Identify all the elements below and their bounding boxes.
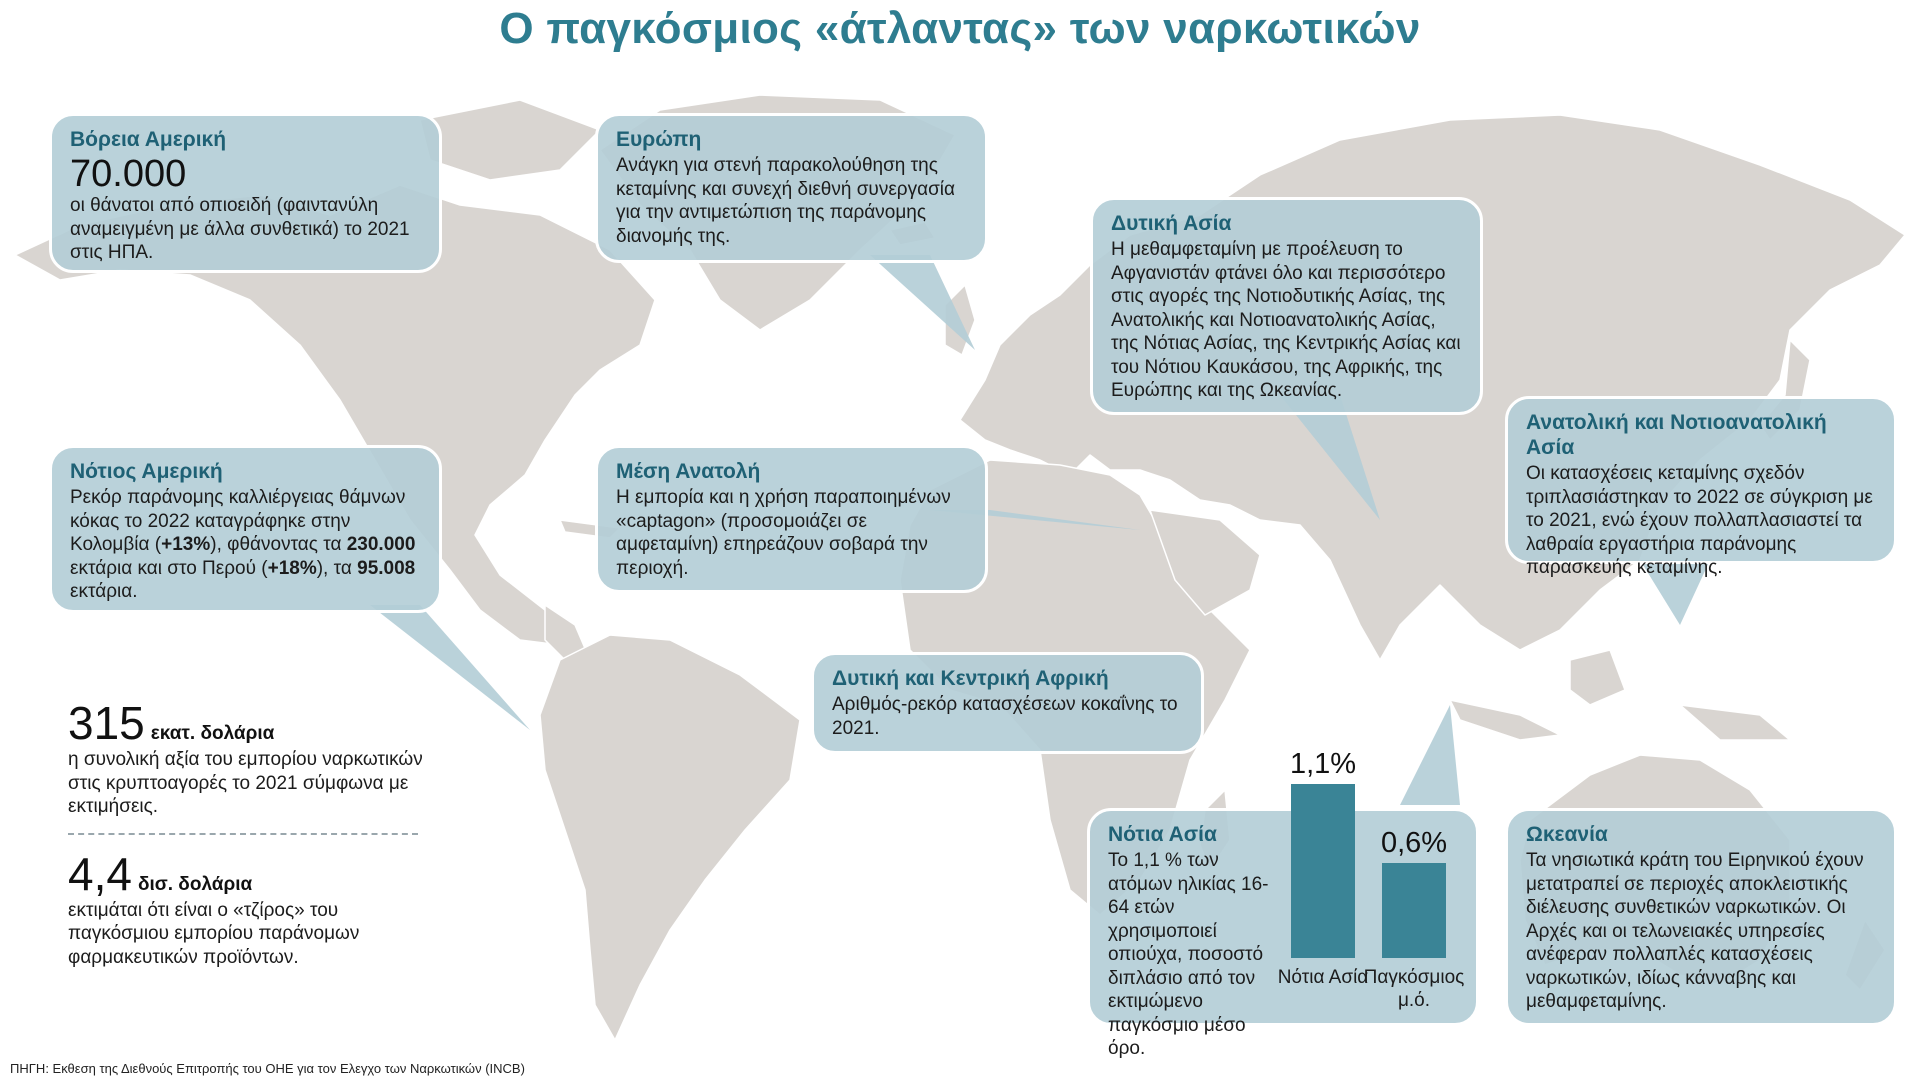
callout-heading: Ευρώπη <box>616 128 702 151</box>
crypto-figure: 315 <box>68 697 145 749</box>
bar-0 <box>1291 784 1355 958</box>
callout-text: οι θάνατοι από οπιοειδή (φαιντανύλη αναμειγμένη με άλλα συνθετικά) το 2021 στις ΗΠΑ. <box>70 195 410 263</box>
callout-text: Ανάγκη για στενή παρακολούθηση της κεταμίνης και συνεχή διεθνή συνεργασία για την αντιμετώπιση της παράνομης διανομής της. <box>616 155 956 247</box>
pharma-figure: 4,4 <box>68 847 132 900</box>
source-note: ΠΗΓΗ: Εκθεση της Διεθνούς Επιτροπής του ΟΗΕ για τον Ελεγχο των Ναρκωτικών (INCB) <box>10 1061 525 1076</box>
callout-text: Τα νησιωτικά κράτη του Ειρηνικού έχουν μετατραπεί σε περιοχές αποκλειστικής διέλευσης συνθετικών ναρκωτικών. Οι Αρχές και οι τελωνειακές υπηρεσίες ανέφεραν πολλαπλές κατασχέσεις ναρκωτικών, ιδίως κάνναβης και μεθαμφεταμίνης. <box>1526 850 1864 1012</box>
callout-europe <box>595 113 988 263</box>
tail-south-asia <box>1400 705 1460 805</box>
bar-category-label: Νότια Ασία <box>1277 967 1369 988</box>
callout-text: Ρεκόρ παράνομης καλλιέργειας θάμνων κόκας το 2022 καταγράφηκε στην Κολομβία (+13%), φθάνοντας τα 230.000 εκτάρια και στο Περού (+18%), τα 95.008 εκτάρια. <box>70 487 416 602</box>
callout-heading: Νότια Ασία <box>1108 823 1217 846</box>
stats-panel <box>68 697 428 969</box>
callout-text: Το 1,1 % των ατόμων ηλικίας 16-64 ετών χρησιμοποιεί οπιούχα, ποσοστό διπλάσιο από τον εκτιμώμενο παγκόσμιο μέσο όρο. <box>1108 850 1269 1059</box>
callout-middle-east <box>595 445 988 593</box>
bar-1 <box>1382 863 1446 958</box>
callout-heading: Δυτική και Κεντρική Αφρική <box>832 667 1109 690</box>
callout-west-asia <box>1090 197 1483 415</box>
opioid-deaths-figure: 70.000 <box>70 153 187 195</box>
callout-east-se-asia <box>1505 396 1897 578</box>
pharma-text: εκτιμάται ότι είναι ο «τζίρος» του παγκόσμιου εμπορίου παράνομων φαρμακευτικών προϊόντων. <box>68 899 360 968</box>
bar-value-label: 1,1% <box>1289 748 1357 780</box>
callout-text: Η μεθαμφεταμίνη με προέλευση το Αφγανιστάν φτάνει όλο και περισσότερο στις αγορές της Νοτιοδυτικής Ασίας, της Ανατολικής και Νοτιοανατολικής Ασίας, της Νότιας Ασίας, της Κεντρικής Ασίας και του Νότιου Καυκάσου, της Αφρικής, της Ευρώπης και της Ωκεανίας. <box>1111 239 1461 401</box>
callout-heading: Νότιος Αμερική <box>70 460 223 483</box>
crypto-unit: εκατ. δολάρια <box>150 723 275 744</box>
callout-heading: Ανατολική και Νοτιοανατολική Ασία <box>1526 411 1827 459</box>
callout-text: Οι κατασχέσεις κεταμίνης σχεδόν τριπλασιάστηκαν το 2022 σε σύγκριση με το 2021, ενώ έχουν πολλαπλασιαστεί τα λαθραία εργαστήρια παράνομης παρασκευής κεταμίνης. <box>1526 463 1873 578</box>
stats-divider <box>68 833 418 835</box>
callout-north-america <box>49 113 442 273</box>
callout-heading: Βόρεια Αμερική <box>70 128 227 151</box>
page-title: Ο παγκόσμιος «άτλαντας» των ναρκωτικών <box>499 4 1421 53</box>
crypto-text: η συνολική αξία του εμπορίου ναρκωτικών στις κρυπτοαγορές το 2021 σύμφωνα με εκτιμήσεις. <box>68 749 423 817</box>
bar-category-label: Παγκόσμιος μ.ό. <box>1363 967 1465 1011</box>
callout-heading: Δυτική Ασία <box>1111 212 1232 235</box>
callout-oceania <box>1505 808 1897 1026</box>
bar-value-label: 0,6% <box>1380 827 1448 859</box>
pharma-unit: δισ. δολάρια <box>137 873 253 895</box>
tail-europe <box>870 255 975 350</box>
callout-heading: Μέση Ανατολή <box>616 460 761 483</box>
callout-heading: Ωκεανία <box>1526 823 1608 846</box>
callout-text: Αριθμός-ρεκόρ κατασχέσεων κοκαΐνης το 2021. <box>832 694 1178 739</box>
callout-west-central-africa <box>811 652 1204 754</box>
callout-south-america <box>49 445 442 613</box>
callout-text: Η εμπορία και η χρήση παραποιημένων «captagon» (προσομοιάζει σε αμφεταμίνη) επηρεάζουν σοβαρά την περιοχή. <box>616 487 951 579</box>
